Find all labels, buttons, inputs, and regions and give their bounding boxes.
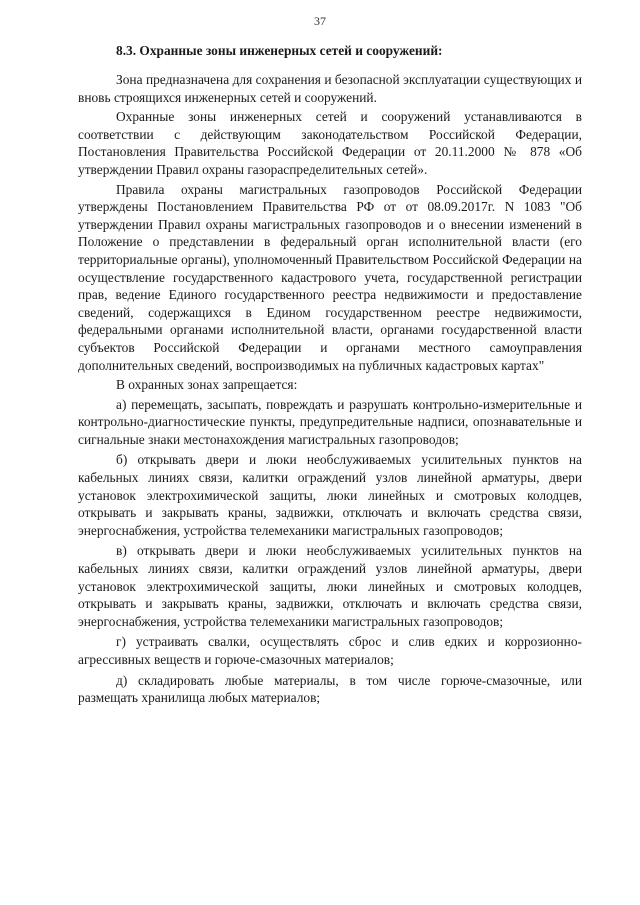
list-item-a: а) перемещать, засыпать, повреждать и разрушать контрольно-измерительные и контрольно-диагностические пункты, предупредительные надписи, опознавательные и сигнальные знаки местонахождения магистральных газопроводов; — [78, 396, 582, 447]
page-number: 37 — [314, 14, 326, 28]
list-item-v: в) открывать двери и люки необслуживаемых усилительных пунктов на кабельных линиях связи, калитки ограждений узлов линейной арматуры, двери установок электрохимической защиты, люки линейных и смотровых колодцев, открывать и закрывать краны, задвижки, отключать и включать средства связи, энергоснабжения, устройства телемеханики магистральных газопроводов; — [78, 543, 582, 629]
section-heading: 8.3. Охранные зоны инженерных сетей и сооружений: — [116, 43, 443, 58]
paragraph-gas-pipeline-rules: Правила охраны магистральных газопроводов Российской Федерации утверждены Постановлением Правительства РФ от от 08.09.2017г. N 1083 "Об утверждении Правил охраны магистральных газопроводов и о внесении изменений в Положение о представлении в федеральный орган исполнительной власти (его территориальные органы), уполномоченный Правительством Российской Федерации на осуществление государственного кадастрового учета, государственной регистрации прав, ведение Единого государственного реестра недвижимости и предоставление сведений, содержащихся в Едином государственном реестре недвижимости, федеральными органами исполнительной власти, органами государственной власти субъектов Российской Федерации и органами местного самоуправления дополнительных сведений, воспроизводимых на публичных кадастровых картах" — [78, 181, 582, 373]
list-item-g: г) устраивать свалки, осуществлять сброс и слив едких и коррозионно-агрессивных веществ и горюче-смазочных материалов; — [78, 634, 582, 667]
paragraph-purpose: Зона предназначена для сохранения и безопасной эксплуатации существующих и вновь строящихся инженерных сетей и сооружений. — [78, 72, 582, 105]
list-item-d: д) складировать любые материалы, в том числе горюче-смазочные, или размещать хранилища любых материалов; — [78, 672, 582, 706]
document-body — [78, 42, 582, 709]
list-item-b: б) открывать двери и люки необслуживаемых усилительных пунктов на кабельных линиях связи, калитки ограждений узлов линейной арматуры, двери установок электрохимической защиты, люки линейных и смотровых колодцев, открывать и закрывать краны, задвижки, отключать и включать средства связи, энергоснабжения, устройства телемеханики магистральных газопроводов; — [78, 452, 582, 538]
paragraph-legal-basis: Охранные зоны инженерных сетей и сооружений устанавливаются в соответствии с действующим законодательством Российской Федерации, Постановления Правительства Российской Федерации от 20.11.2000 № 878 «Об утверждении Правил охраны газораспределительных сетей». — [78, 109, 582, 177]
paragraph-prohibitions-intro: В охранных зонах запрещается: — [116, 377, 298, 393]
